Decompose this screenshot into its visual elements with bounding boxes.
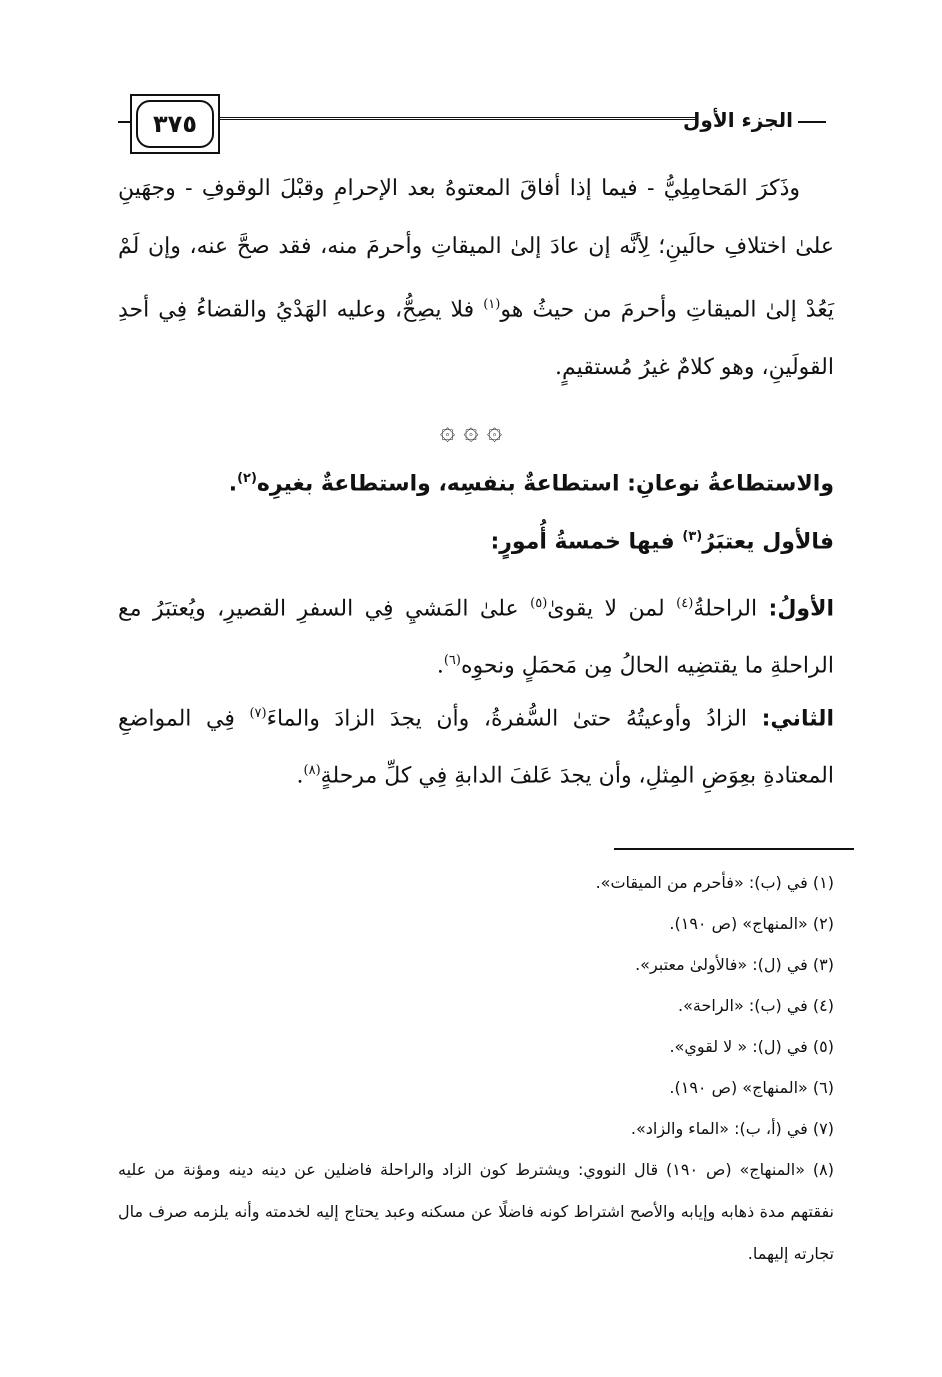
item-second: الثاني: الزادُ وأوعيتُهُ حتىٰ السُّفرةُ، وأن يجدَ الزادَ والماءَ$^{(٧)}$ فِي المواضعِ المعتادةِ بعِوَضِ المِثلِ، وأن يجدَ عَلفَ الدابةِ فِي كلِّ مرحلةٍ$^{(٨)}$. bbox=[118, 706, 834, 789]
footnotes bbox=[118, 862, 834, 1275]
item-lead: الأولُ: bbox=[768, 596, 834, 622]
page-number: ٣٧٥ bbox=[136, 100, 214, 148]
page-number-frame bbox=[130, 94, 220, 154]
item-lead: الثاني: bbox=[761, 706, 834, 732]
header-rule-right bbox=[798, 121, 826, 123]
footnote-ref: (٣) bbox=[682, 529, 703, 544]
heading-five-matters: فالأول يعتبَرُ$^{(٣)}$ فيها خمسةُ أُمورٍ: bbox=[490, 529, 834, 555]
paragraph-mahamili bbox=[118, 160, 834, 397]
footnote-ref: (٢) bbox=[237, 471, 257, 486]
footnote-2: (٢) «المنهاج» (ص ١٩٠). bbox=[669, 914, 834, 933]
footnote-7: (٧) في (أ، ب): «الماء والزاد». bbox=[630, 1119, 834, 1138]
footnote-ref: (٧) bbox=[249, 706, 267, 721]
item-first: الأولُ: الراحلةُ$^{(٤)}$ لمن لا يقوىٰ$^{(٥)}$ علىٰ المَشيِ فِي السفرِ القصيرِ، ويُعتبَرُ مع الراحلةِ ما يقتضِيه الحالُ مِن مَحمَلٍ ونحوِه$^{(٦)}$. bbox=[118, 596, 834, 679]
footnote-1: (١) في (ب): «فأحرم من الميقات». bbox=[595, 873, 834, 892]
footnote-ref: (٦) bbox=[443, 653, 461, 669]
footnote-6: (٦) «المنهاج» (ص ١٩٠). bbox=[669, 1078, 834, 1097]
footnote-ref: (٤) bbox=[676, 596, 694, 611]
footnote-ref: (٨) bbox=[303, 763, 321, 779]
section-ornament: ۞ ۞ ۞ bbox=[439, 416, 503, 446]
footnote-3: (٣) في (ل): «فالأولىٰ معتبر». bbox=[635, 955, 834, 974]
footnote-4: (٤) في (ب): «الراحة». bbox=[678, 996, 834, 1015]
footnote-5: (٥) في (ل): « لا لقوي». bbox=[669, 1037, 834, 1056]
footnote-ref: (١) bbox=[483, 297, 501, 312]
heading-istitaa: والاستطاعةُ نوعانِ: استطاعةٌ بنفسِه، واستطاعةٌ بغيرِه$^{(٢)}$. bbox=[228, 471, 834, 497]
footnote-separator bbox=[614, 848, 854, 850]
footnote-ref: (٥) bbox=[530, 596, 548, 611]
running-head: الجزء الأول bbox=[683, 108, 793, 132]
paragraph-text: وذَكرَ المَحامِلِيُّ - فيما إذا أفاقَ المعتوهُ بعد الإحرامِ وقبْلَ الوقوفِ - وجهَينِ علىٰ اختلافِ حالَينِ؛ لِأنَّه إن عادَ إلىٰ الميقاتِ وأحرمَ منه، فقد صحَّ عنه، وإن لَمْ يَعُدْ إلىٰ الميقاتِ وأحرمَ من حيثُ هو$^{(١)}$ فلا يصِحُّ، وعليه الهَدْيُ والقضاءُ فِي أحدِ القولَينِ، وهو كلامٌ غيرُ مُستقيمٍ. bbox=[118, 176, 834, 381]
footnote-8: (٨) «المنهاج» (ص ١٩٠) قال النووي: ويشترط كون الزاد والراحلة فاضلين عن دينه دينه ومؤنة من عليه نفقتهم مدة ذهابه وإيابه والأصح اشتراط كونه فاضلًا عن مسكنه وعبد يحتاج إليه لخدمته وأنه يلزمه صرف مال تجارته إليهما. bbox=[118, 1160, 835, 1263]
header-rule-left bbox=[118, 121, 130, 123]
page-header bbox=[118, 94, 833, 160]
header-rule bbox=[220, 117, 698, 123]
